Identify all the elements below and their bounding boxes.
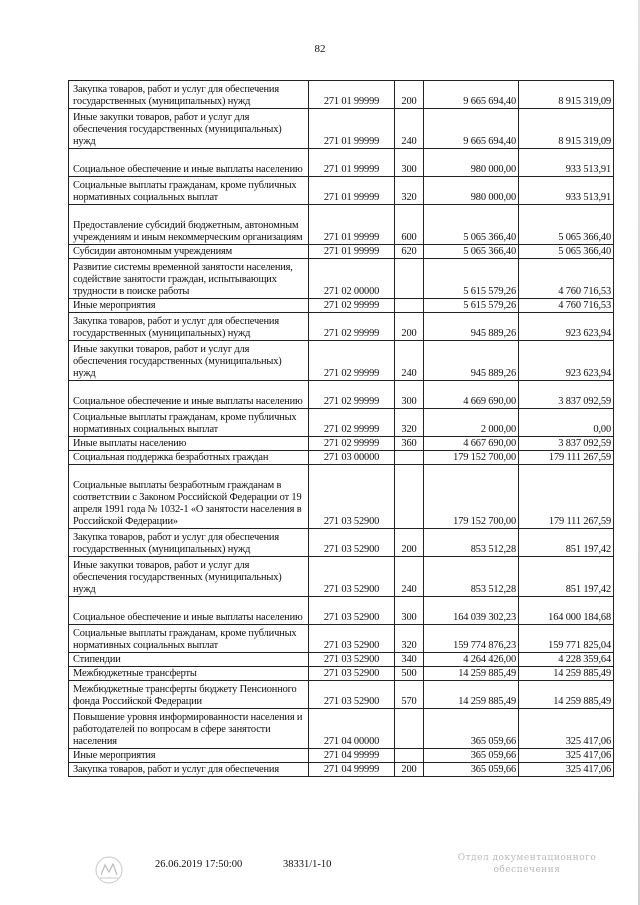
row-code-cell: 271 02 99999 [309, 299, 395, 313]
row-actual-value-cell: 325 417,06 [519, 709, 614, 749]
row-plan-value-cell: 4 264 426,00 [424, 653, 519, 667]
row-code-cell: 271 03 00000 [309, 451, 395, 465]
table-row [69, 109, 614, 149]
row-vr-cell: 300 [395, 381, 424, 409]
row-plan-value-cell: 159 774 876,23 [424, 625, 519, 653]
row-code-cell: 271 01 99999 [309, 177, 395, 205]
row-actual-value-cell: 325 417,06 [519, 763, 614, 777]
row-actual-value-cell: 325 417,06 [519, 749, 614, 763]
row-code-cell: 271 01 99999 [309, 109, 395, 149]
footer-watermark: Отдел документационного обеспечения [457, 853, 597, 875]
row-actual-value-cell: 923 623,94 [519, 313, 614, 341]
row-plan-value-cell: 5 065 366,40 [424, 205, 519, 245]
row-code-cell: 271 01 99999 [309, 245, 395, 259]
row-actual-value-cell: 851 197,42 [519, 557, 614, 597]
row-code-cell: 271 01 99999 [309, 81, 395, 109]
row-plan-value-cell: 365 059,66 [424, 763, 519, 777]
row-name-cell: Социальные выплаты гражданам, кроме публичных нормативных социальных выплат [69, 409, 309, 437]
row-vr-cell [395, 749, 424, 763]
row-code-cell: 271 03 52900 [309, 529, 395, 557]
row-vr-cell: 200 [395, 763, 424, 777]
table-row [69, 749, 614, 763]
row-actual-value-cell: 4 760 716,53 [519, 299, 614, 313]
budget-table [68, 80, 614, 777]
row-actual-value-cell: 3 837 092,59 [519, 437, 614, 451]
page-footer [0, 852, 640, 892]
row-code-cell: 271 03 52900 [309, 597, 395, 625]
budget-table-body [69, 81, 614, 777]
table-row [69, 597, 614, 625]
row-name-cell: Иные мероприятия [69, 299, 309, 313]
row-plan-value-cell: 9 665 694,40 [424, 109, 519, 149]
row-code-cell: 271 03 52900 [309, 653, 395, 667]
row-actual-value-cell: 4 228 359,64 [519, 653, 614, 667]
row-plan-value-cell: 9 665 694,40 [424, 81, 519, 109]
row-actual-value-cell: 164 000 184,68 [519, 597, 614, 625]
row-actual-value-cell: 4 760 716,53 [519, 259, 614, 299]
table-row [69, 341, 614, 381]
row-plan-value-cell: 980 000,00 [424, 149, 519, 177]
row-vr-cell [395, 259, 424, 299]
row-plan-value-cell: 4 667 690,00 [424, 437, 519, 451]
row-vr-cell: 300 [395, 597, 424, 625]
table-row [69, 81, 614, 109]
row-plan-value-cell: 14 259 885,49 [424, 667, 519, 681]
row-name-cell: Предоставление субсидий бюджетным, автономным учреждениям и иным некоммерческим организациям [69, 205, 309, 245]
row-name-cell: Межбюджетные трансферты бюджету Пенсионного фонда Российской Федерации [69, 681, 309, 709]
row-name-cell: Иные закупки товаров, работ и услуг для обеспечения государственных (муниципальных) нужд [69, 557, 309, 597]
page-number: 82 [314, 43, 326, 55]
row-code-cell: 271 01 99999 [309, 205, 395, 245]
row-actual-value-cell: 933 513,91 [519, 177, 614, 205]
row-code-cell: 271 04 99999 [309, 749, 395, 763]
row-vr-cell: 200 [395, 313, 424, 341]
table-row [69, 299, 614, 313]
row-name-cell: Закупка товаров, работ и услуг для обеспечения государственных (муниципальных) нужд [69, 81, 309, 109]
row-code-cell: 271 04 00000 [309, 709, 395, 749]
row-name-cell: Социальное обеспечение и иные выплаты населению [69, 381, 309, 409]
row-plan-value-cell: 945 889,26 [424, 313, 519, 341]
table-row [69, 381, 614, 409]
row-code-cell: 271 02 00000 [309, 259, 395, 299]
row-vr-cell [395, 299, 424, 313]
row-vr-cell: 240 [395, 557, 424, 597]
row-vr-cell [395, 709, 424, 749]
row-plan-value-cell: 5 065 366,40 [424, 245, 519, 259]
row-actual-value-cell: 3 837 092,59 [519, 381, 614, 409]
row-name-cell: Межбюджетные трансферты [69, 667, 309, 681]
footer-datetime: 26.06.2019 17:50:00 [155, 859, 243, 870]
row-vr-cell: 320 [395, 409, 424, 437]
row-vr-cell: 600 [395, 205, 424, 245]
row-plan-value-cell: 853 512,28 [424, 529, 519, 557]
row-actual-value-cell: 5 065 366,40 [519, 245, 614, 259]
row-code-cell: 271 03 52900 [309, 667, 395, 681]
table-row [69, 681, 614, 709]
row-actual-value-cell: 14 259 885,49 [519, 681, 614, 709]
row-name-cell: Иные выплаты населению [69, 437, 309, 451]
row-vr-cell: 240 [395, 109, 424, 149]
table-row [69, 529, 614, 557]
table-row [69, 451, 614, 465]
row-name-cell: Повышение уровня информированности населения и работодателей по вопросам в сфере занятости населения [69, 709, 309, 749]
row-code-cell: 271 02 99999 [309, 341, 395, 381]
row-actual-value-cell: 179 111 267,59 [519, 451, 614, 465]
row-name-cell: Иные закупки товаров, работ и услуг для обеспечения государственных (муниципальных) нужд [69, 109, 309, 149]
row-actual-value-cell: 179 111 267,59 [519, 465, 614, 529]
row-plan-value-cell: 5 615 579,26 [424, 299, 519, 313]
row-actual-value-cell: 8 915 319,09 [519, 81, 614, 109]
row-plan-value-cell: 980 000,00 [424, 177, 519, 205]
row-actual-value-cell: 14 259 885,49 [519, 667, 614, 681]
row-plan-value-cell: 5 615 579,26 [424, 259, 519, 299]
row-name-cell: Стипендии [69, 653, 309, 667]
row-vr-cell: 570 [395, 681, 424, 709]
row-actual-value-cell: 159 771 825,04 [519, 625, 614, 653]
row-vr-cell [395, 451, 424, 465]
row-vr-cell [395, 465, 424, 529]
table-row [69, 465, 614, 529]
row-name-cell: Социальные выплаты гражданам, кроме публичных нормативных социальных выплат [69, 177, 309, 205]
table-row [69, 205, 614, 245]
row-vr-cell: 500 [395, 667, 424, 681]
row-actual-value-cell: 5 065 366,40 [519, 205, 614, 245]
row-vr-cell: 360 [395, 437, 424, 451]
row-vr-cell: 340 [395, 653, 424, 667]
row-name-cell: Социальная поддержка безработных граждан [69, 451, 309, 465]
table-row [69, 437, 614, 451]
row-actual-value-cell: 8 915 319,09 [519, 109, 614, 149]
row-code-cell: 271 03 52900 [309, 625, 395, 653]
table-row [69, 259, 614, 299]
row-name-cell: Иные мероприятия [69, 749, 309, 763]
table-row [69, 409, 614, 437]
footer-doc-code: 38331/1-10 [283, 859, 332, 870]
row-vr-cell: 240 [395, 341, 424, 381]
table-row [69, 625, 614, 653]
row-plan-value-cell: 179 152 700,00 [424, 465, 519, 529]
row-vr-cell: 200 [395, 529, 424, 557]
row-actual-value-cell: 0,00 [519, 409, 614, 437]
row-plan-value-cell: 2 000,00 [424, 409, 519, 437]
table-row [69, 149, 614, 177]
row-plan-value-cell: 179 152 700,00 [424, 451, 519, 465]
row-actual-value-cell: 923 623,94 [519, 341, 614, 381]
row-actual-value-cell: 851 197,42 [519, 529, 614, 557]
row-plan-value-cell: 4 669 690,00 [424, 381, 519, 409]
table-row [69, 709, 614, 749]
row-code-cell: 271 02 99999 [309, 409, 395, 437]
row-name-cell: Закупка товаров, работ и услуг для обеспечения государственных (муниципальных) нужд [69, 529, 309, 557]
row-plan-value-cell: 14 259 885,49 [424, 681, 519, 709]
row-name-cell: Социальные выплаты безработным гражданам в соответствии с Законом Российской Федерации от 19 апреля 1991 года № 1032-1 «О занятости населения в Российской Федерации» [69, 465, 309, 529]
row-code-cell: 271 03 52900 [309, 557, 395, 597]
row-vr-cell: 320 [395, 177, 424, 205]
row-vr-cell: 620 [395, 245, 424, 259]
table-row [69, 653, 614, 667]
row-name-cell: Иные закупки товаров, работ и услуг для обеспечения государственных (муниципальных) нужд [69, 341, 309, 381]
row-code-cell: 271 01 99999 [309, 149, 395, 177]
row-vr-cell: 320 [395, 625, 424, 653]
row-vr-cell: 300 [395, 149, 424, 177]
table-row [69, 177, 614, 205]
row-plan-value-cell: 164 039 302,23 [424, 597, 519, 625]
table-row [69, 557, 614, 597]
row-actual-value-cell: 933 513,91 [519, 149, 614, 177]
row-code-cell: 271 02 99999 [309, 437, 395, 451]
row-name-cell: Закупка товаров, работ и услуг для обеспечения [69, 763, 309, 777]
row-code-cell: 271 03 52900 [309, 681, 395, 709]
table-row [69, 763, 614, 777]
row-name-cell: Субсидии автономным учреждениям [69, 245, 309, 259]
stamp-logo-icon [92, 854, 126, 886]
row-name-cell: Закупка товаров, работ и услуг для обеспечения государственных (муниципальных) нужд [69, 313, 309, 341]
row-code-cell: 271 04 99999 [309, 763, 395, 777]
row-code-cell: 271 02 99999 [309, 313, 395, 341]
row-plan-value-cell: 365 059,66 [424, 749, 519, 763]
row-name-cell: Социальные выплаты гражданам, кроме публичных нормативных социальных выплат [69, 625, 309, 653]
table-row [69, 245, 614, 259]
row-vr-cell: 200 [395, 81, 424, 109]
row-name-cell: Развитие системы временной занятости населения, содействие занятости граждан, испытывающих трудности в поиске работы [69, 259, 309, 299]
row-code-cell: 271 03 52900 [309, 465, 395, 529]
table-row [69, 667, 614, 681]
table-row [69, 313, 614, 341]
row-name-cell: Социальное обеспечение и иные выплаты населению [69, 597, 309, 625]
row-name-cell: Социальное обеспечение и иные выплаты населению [69, 149, 309, 177]
row-plan-value-cell: 365 059,66 [424, 709, 519, 749]
row-code-cell: 271 02 99999 [309, 381, 395, 409]
row-plan-value-cell: 853 512,28 [424, 557, 519, 597]
row-plan-value-cell: 945 889,26 [424, 341, 519, 381]
